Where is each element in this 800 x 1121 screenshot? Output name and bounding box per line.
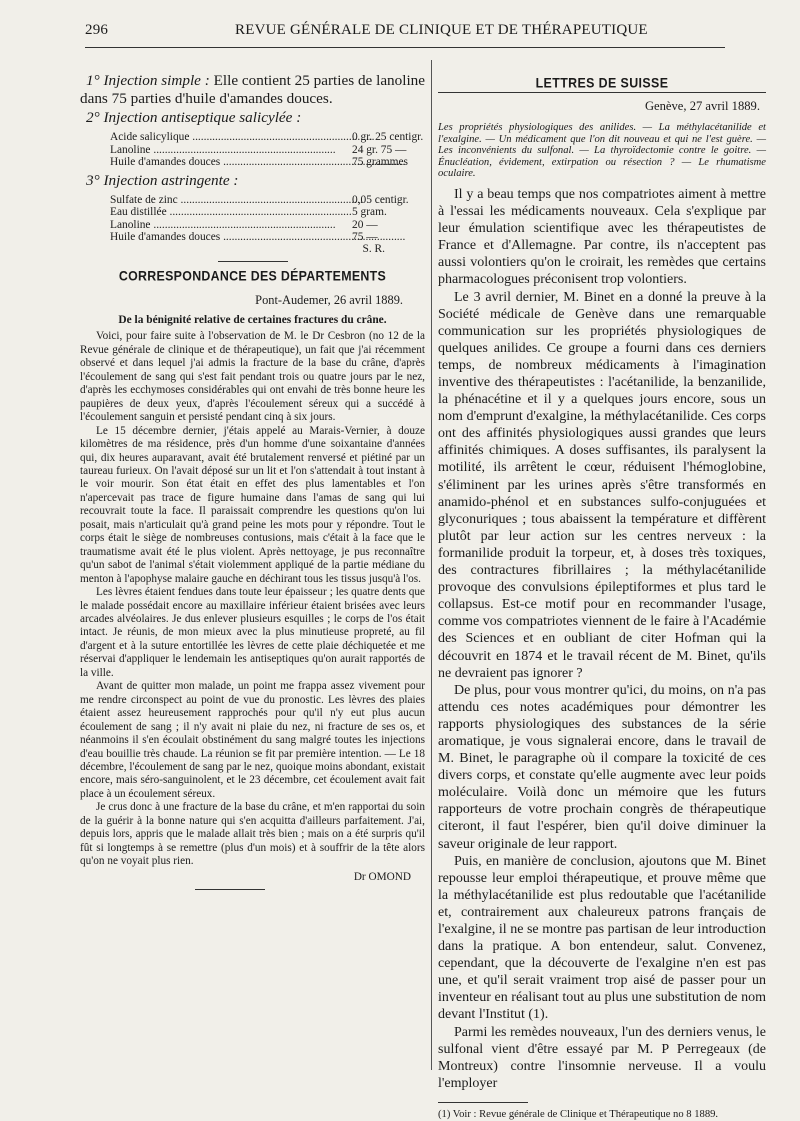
recipe-row: Sulfate de zinc ..... 0,05 centigr. — [110, 194, 415, 206]
lettres-body — [438, 186, 766, 1092]
page-number: 296 — [85, 22, 109, 38]
paragraph: Parmi les remèdes nouveaux, l'un des derniers venus, le sulfonal vient d'être essayé par M. P Perregeaux (de Montreux) contre l'insomnie nerveuse. Il a voulu l'employer — [438, 1024, 766, 1091]
column-divider — [431, 60, 432, 1070]
recipe-antiseptique — [110, 131, 425, 168]
lettres-header — [438, 76, 766, 93]
recipe-row: Huile d'amandes douces ..... 75 grammes — [110, 156, 415, 168]
recipe-row: Eau distillée ..... 5 gram. — [110, 206, 415, 218]
recipe-row: Acide salicylique ..... 0 gr. 25 centigr. — [110, 131, 415, 143]
article-body — [80, 330, 425, 868]
paragraph: Je crus donc à une fracture de la base du crâne, et m'en rapportai du soin de la guérir à la bonne nature qui s'en acquitta d'ailleurs parfaitement. J'ai, depuis lors, appris que le malade allait très bien ; mais on a été surpris qu'il fût si longtemps à se remettre (plus d'un mois) et à souffrir de la tête alors qu'on ne voyait plus rien. — [80, 801, 425, 868]
recipe-row: Lanoline ..... 20 — — [110, 219, 415, 231]
paragraph: Les lèvres étaient fendues dans toute leur épaisseur ; les quatre dents que le malade possédait encore au maxillaire inférieur étaient brisées avec leurs arcades alvéolaires. Je dus enlever plusieurs esquilles ; le corps de l'os était intact. Je réunis, de mon mieux avec la plus minutieuse propreté, au fil d'argent et à la suture entortillée les lèvres de cette plaie déchiquetée et me réservai d'appliquer le lendemain les antiseptiques qu'on aurait rapportés de la ville. — [80, 586, 425, 679]
header-rule — [85, 47, 725, 48]
signature: Dr OMOND — [353, 870, 411, 883]
recipe-astringente — [110, 194, 425, 244]
injection-astringente-label: 3° Injection astringente : — [86, 172, 239, 190]
right-column — [438, 72, 766, 1120]
paragraph: Le 3 avril dernier, M. Binet en a donné la preuve à la Société médicale de Genève dans une remarquable communication sur les propriétés physiologiques de quelques anilides. Ce groupe a fourni dans ces derniers temps, de nombreux médicaments à l'imagination inventive des thérapeutistes : l'acétanilide, la benzanilide, la phénacétine et il y a quelques jours encore, sous un nom d'emprunt d'exalgine, la méthylacétanilide. Ces corps ont des affinités physiologiques aussi grandes que leurs affinités chimiques. A doses suffisantes, ils paralysent la motilité, ils arrêtent le cœur, réduisent l'hémoglobine, s'éliminent par les urines après s'être transformés en anamido-phénol et en substances sulfo-conjuguées et glyconuriques ; tous abaissent la température et diffèrent plutôt par leur action sur les centres nerveux : la formanilide produit la torpeur, et, à doses très toxiques, des contractures fibrillaires ; la méthylacétanilide provoque des convulsions épileptiformes et plus tard le collapsus. Est-ce motif pour en recommander l'usage, comme vos compatriotes viennent de le faire à l'Académie des Sciences et en oubliant de citer Hofman qui la découvrit en 1874 et le travail récent de M. Binet, qu'ils ne devraient pas ignorer ? — [438, 289, 766, 681]
paragraph: Le 15 décembre dernier, j'étais appelé au Marais-Vernier, à douze kilomètres de ma résidence, près d'un homme d'une soixantaine d'années qui, dix heures auparavant, avait été brutalement renversé et piétiné par un taureau furieux. On l'avait déposé sur un lit et l'on s'attendait à tout instant à le voir mourir. Son état était en effet des plus lamentables et l'on n'apercevait pas trace de figure humaine dans l'amas de sang qui lui recouvrait toute la face. Il paraissait comprendre les questions qu'on lui posait, mais n'articulait qu'à grand peine les mots pour y répondre. Tout le corps était le siège de nombreuses contusions, mais c'était à la face que le traumatisme avait été le plus violent. Après nettoyage, je pus reconnaître qu'un sabot de l'animal s'était violemment appliqué de la partie médiane du menton à l'apophyse malaire gauche en déchirant tous les tissus jusqu'à l'os. — [80, 424, 425, 585]
section-heading: CORRESPONDANCE DES DÉPARTEMENTS — [118, 268, 387, 285]
injection-simple — [80, 72, 425, 109]
article-subtitle: De la bénignité relative de certaines fractures du crâne. — [118, 314, 387, 327]
recipe-row: Huile d'amandes douces ..... 75 — — [110, 231, 415, 243]
lettres-summary: Les propriétés physiologiques des anilides. — La méthylacétanilide et l'exalgine. — Un médicament que l'on dit nouveau et qui ne l'est guère. — Les inconvénients du sulfonal. — La thyroïdectomie contre le goitre. — Énucléation, évidement, extirpation ou résection ? — Le rhumatisme oculaire. — [438, 122, 766, 180]
lettres-dateline: Genève, 27 avril 1889. — [644, 99, 760, 113]
end-rule — [195, 889, 265, 890]
recipe-row: Lanoline ..... 24 gr. 75 — — [110, 144, 415, 156]
author-initials: S. R. — [362, 243, 385, 256]
paragraph: De plus, pour vous montrer qu'ici, du moins, on n'a pas attendu ces notes académiques pour démontrer les rapports physiologiques des substances de la série aromatique, je vous signalerai encore, dans le travail de M. Binet, le paragraphe où il compare la toxicité de ces divers corps, et constate qu'elle augmente avec leur poids moléculaire. Voilà donc un mémoire que les futurs rapporteurs de votre prochain congrès de thérapeutique citeront, il faut l'espérer, bien qu'il doive diminuer la saveur originale de leur rapport. — [438, 682, 766, 852]
paragraph: Avant de quitter mon malade, un point me frappa assez vivement pour me rendre circonspect au point de vue du pronostic. Les lèvres des plaies étaient assez heureusement rapprochés pour qu'il n'y eut plus aucun écoulement de sang ; il n'y avait ni plaie du nez, ni fracture de ses os, et néanmoins il s'en écoulait obstinément du sang malgré toutes les injections d'eau bouillie très chaude. La réunion se fit par première intention. — Le 18 décembre, l'écoulement de sang par le nez, quoique moins abondant, existait encore, mais séro-sanguinolent, et le 23 décembre, cet écoulement avait fait place à un écoulement séreux. — [80, 680, 425, 800]
dateline: Pont-Audemer, 26 avril 1889. — [255, 293, 403, 308]
section-rule — [218, 261, 288, 262]
left-column — [80, 72, 425, 1072]
injection-antiseptique-label: 2° Injection antiseptique salicylée : — [86, 108, 302, 126]
footnote: (1) Voir : Revue générale de Clinique et Thérapeutique no 8 1889. — [438, 1108, 719, 1120]
footnote-rule — [438, 1102, 528, 1103]
running-title: REVUE GÉNÉRALE DE CLINIQUE ET DE THÉRAPEUTIQUE — [235, 22, 648, 38]
page-header — [85, 22, 725, 42]
paragraph: Puis, en manière de conclusion, ajoutons que M. Binet repousse leur emploi thérapeutique, et prouve même que la méthylacétanilide est plus redoutable que l'acétanilide et, contrairement aux chaleureux patrons français de l'exalgine, il ne se montre pas partisan de leur introduction dans la pratique. A bon entendeur, salut. Convenez, cependant, que la découverte de l'exalgine n'en est pas une, et qu'il serait vraiment trop aisé de passer pour un inventeur en réalisant tout au plus une substitution de nom devant l'Institut (1). — [438, 853, 766, 1023]
paragraph: Il y a beau temps que nos compatriotes aiment à mettre à l'essai les médicaments nouveaux. Cela s'explique par leur émulation scientifique avec les thérapeutistes de France et d'Allemagne. Par contre, ils n'acceptent pas aussi volontiers qu'on le croirait, les remèdes que certains pharmacologues préconisent trop volontiers. — [438, 186, 766, 288]
lettres-heading: LETTRES DE SUISSE — [535, 75, 669, 91]
injection-simple-label: 1° Injection simple : — [86, 72, 210, 89]
injection-simple-text: Elle contient 25 parties de lanoline dans 75 parties d'huile d'amandes douces. — [80, 72, 426, 108]
paragraph: Voici, pour faire suite à l'observation de M. le Dr Cesbron (no 12 de la Revue générale de clinique et de thérapeutique), un fait que j'ai récemment observé et dans lequel j'ai admis la fracture de la base du crâne, d'après l'écoulement de sang qui s'est fait pendant trois ou quatre jours par le nez, d'après les ecchymoses considérables qui ont envahi de très bonne heure les paupières de deux yeux, d'après l'écoulement séreux qui a succédé à l'écoulement sanguin et persisté pendant cinq à six jours. — [80, 330, 425, 424]
